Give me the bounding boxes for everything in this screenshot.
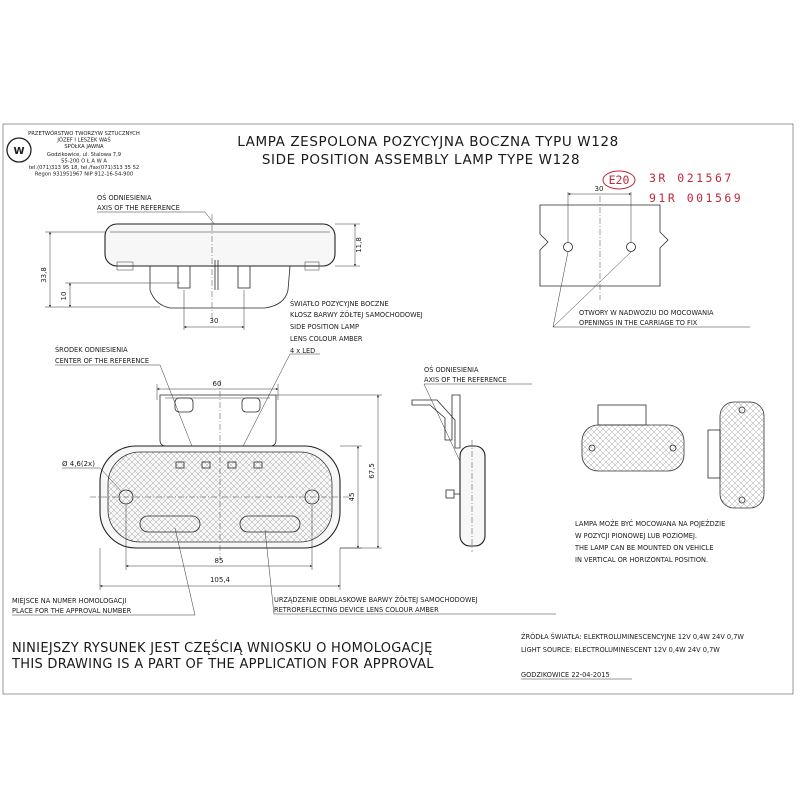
lens-label-pl: KLOSZ BARWY ŻÓŁTEJ SAMOCHODOWEJ [290,311,423,319]
company-line-2: JÓZEF I LESZEK WAŚ [57,137,111,144]
dim-11-8: 11,8 [355,237,363,253]
mount-note-pl-2: W POZYCJI PIONOWEJ LUB POZIOMEJ. [575,532,698,540]
approval-label-en: PLACE FOR THE APPROVAL NUMBER [12,607,132,615]
position-label-pl: ŚWIATŁO POZYCYJNE BOCZNE [290,300,389,308]
company-line-4: Godzikowice, ul. Stalowa 7,9 [46,152,122,158]
lamp-body-side [105,224,335,266]
retro-label-pl: URZĄDZENIE ODBLASKOWE BARWY ŻÓŁTEJ SAMOCHODOWEJ [274,596,478,604]
dim-30-side: 30 [209,317,219,325]
holes-label-pl: OTWORY W NADWOZIU DO MOCOWANIA [579,309,714,317]
axis-ref2-label-en: AXIS OF THE REFERENCE [424,376,507,384]
homologation-stamp [603,171,743,205]
light-source-pl: ŹRÓDŁA ŚWIATŁA: ELEKTROLUMINESCENCYJNE 12V 0,4W 24V 0,7W [521,633,744,641]
led-label: 4 x LED [290,347,316,355]
dim-60: 60 [212,380,222,388]
company-line-6: tel.(071)313 95 18, tel./fax(071)313 35 52 [28,165,140,171]
title-polish: LAMPA ZESPOLONA POZYCYJNA BOCZNA TYPU W128 [237,134,619,150]
dim-33-8: 33,8 [40,267,48,283]
place-date: GODZIKOWICE 22-04-2015 [521,671,610,679]
side-view-top [40,193,363,330]
footer [11,632,744,679]
mounting-bracket-side [150,266,290,308]
dim-30-top: 30 [594,185,604,193]
side-profile-view [412,365,532,552]
approval-label-pl: MIEJSCE NA NUMER HOMOLOGACJI [12,597,127,605]
dim-67-5: 67,5 [368,463,376,479]
carriage-panel [540,205,668,286]
approval-number-3r: 3R 021567 [649,171,734,185]
mounting-plate-front [160,395,276,446]
position-label-en: SIDE POSITION LAMP [290,323,359,331]
statement-pl: NINIEJSZY RYSUNEK JEST CZĘŚCIĄ WNIOSKU O HOMOLOGACJĘ [12,641,433,656]
company-line-3: SPÓŁKA JAWNA [64,144,104,150]
dim-85: 85 [214,557,224,565]
center-ref-label-pl: ŚRODEK ODNIESIENIA [55,346,128,354]
fixing-hole-left [564,243,573,252]
company-line-7: Regon 931951967 NIP 912-16-54-900 [34,171,134,178]
title-english: SIDE POSITION ASSEMBLY LAMP TYPE W128 [261,152,581,168]
statement-en: THIS DRAWING IS A PART OF THE APPLICATION FOR APPROVAL [12,657,434,672]
approval-number-91r: 91R 001569 [649,191,744,205]
center-ref-label-en: CENTER OF THE REFERENCE [55,357,150,365]
company-line-5: 55-200 O Ł A W A [61,158,107,165]
lens-label-en: LENS COLOUR AMBER [290,335,363,343]
mount-note-en-1: THE LAMP CAN BE MOUNTED ON VEHICLE [575,544,714,552]
retro-label-en: RETROREFLECTING DEVICE LENS COLOUR AMBER [274,606,439,614]
mount-note-pl-1: LAMPA MOŻE BYĆ MOCOWANA NA POJEŹDZIE [575,520,726,528]
axis-ref-label-pl: OŚ ODNIESIENIA [97,194,152,202]
mounting-sketches [574,402,764,564]
horizontal-mount-sketch [582,425,684,471]
position-lamp-labels [235,299,423,462]
vertical-mount-sketch [720,402,764,508]
e-mark: E20 [608,173,630,187]
fixing-hole-right [627,243,636,252]
holes-label-en: OPENINGS IN THE CARRIAGE TO FIX [579,319,698,327]
lamp-profile [460,446,485,546]
carriage-holes-view [540,185,750,327]
dim-10: 10 [60,291,68,301]
light-source-en: LIGHT SOURCE: ELECTROLUMINESCENT 12V 0,4W 24V 0,7W [521,646,720,654]
axis-ref-label-en: AXIS OF THE REFERENCE [97,204,180,212]
dim-105-4: 105,4 [209,576,231,584]
axis-ref2-label-pl: OŚ ODNIESIENIA [424,366,479,374]
dim-45: 45 [348,492,356,502]
front-view [62,380,382,590]
mount-note-en-2: IN VERTICAL OR HORIZONTAL POSITION. [575,556,709,564]
company-line-1: PRZETWÓRSTWO TWORZYW SZTUCZNYCH [28,131,140,137]
company-logo-block [7,130,140,178]
dim-hole-diameter: Ø 4,6(2x) [62,460,95,468]
company-logo-mark: W [13,146,25,157]
bracket-profile [412,395,460,448]
